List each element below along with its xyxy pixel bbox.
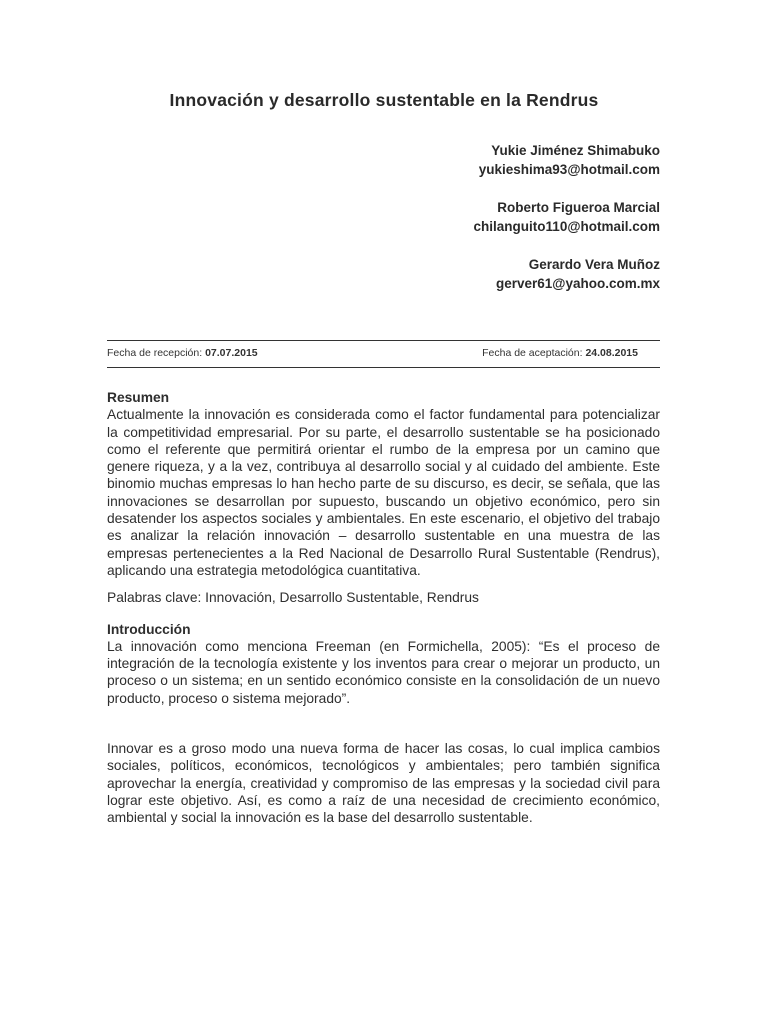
reception-date xyxy=(107,347,258,359)
reception-label: Fecha de recepción: xyxy=(107,347,203,359)
author-email: chilanguito110@hotmail.com xyxy=(473,219,660,234)
paper-title: Innovación y desarrollo sustentable en la Rendrus xyxy=(169,90,599,110)
reception-value: 07.07.2015 xyxy=(205,347,258,359)
paragraph-gap xyxy=(107,707,660,740)
keywords: Palabras clave: Innovación, Desarrollo Sustentable, Rendrus xyxy=(107,590,479,606)
author-email: gerver61@yahoo.com.mx xyxy=(496,276,660,291)
introduction-heading: Introducción xyxy=(107,621,191,637)
intro-paragraph: Innovar es a groso modo una nueva forma de hacer las cosas, lo cual implica cambios sociales, políticos, económicos, tecnológicos y ambientales; pero también significa aprovechar la energía, creatividad y compromiso de las empresas y la sociedad civil para lograr este objetivo. Así, es como a raíz de una necesidad de crecimiento económico, ambiental y social la innovación es la base del desarrollo sustentable. xyxy=(107,741,660,826)
date-bar xyxy=(107,340,660,368)
paper-body xyxy=(107,389,660,827)
author-block xyxy=(260,255,660,293)
acceptance-date xyxy=(482,347,638,359)
abstract-heading: Resumen xyxy=(107,390,170,405)
abstract-text: Actualmente la innovación es considerada como el factor fundamental para potencializar la competitividad empresarial. Por su parte, el desarrollo sustentable se ha posicionado como el referente que permitirá orientar el rumbo de la empresa por un camino que genere riqueza, y a la vez, contribuya al desarrollo social y al cuidado del ambiente. Este binomio muchas empresas lo han hecho parte de su discurso, es decir, se señala, que las innovaciones se desarrollan por supuesto, buscando un objetivo económico, pero sin desatender los aspectos sociales y ambientales. En este escenario, el objetivo del trabajo es analizar la relación innovación – desarrollo sustentable en una muestra de las empresas pertenecientes a la Red Nacional de Desarrollo Rural Sustentable (Rendrus), aplicando una estrategia metodológica cuantitativa. xyxy=(107,407,660,578)
intro-paragraph: La innovación como menciona Freeman (en Formichella, 2005): “Es el proceso de integración de la tecnología existente y los inventos para crear o mejorar un producto, un proceso o un sistema; en un sentido económico consiste en la consolidación de un nuevo producto, proceso o sistema mejorado”. xyxy=(107,638,660,706)
author-name: Roberto Figueroa Marcial xyxy=(497,200,660,215)
acceptance-value: 24.08.2015 xyxy=(585,347,638,359)
author-name: Yukie Jiménez Shimabuko xyxy=(491,143,660,158)
author-name: Gerardo Vera Muñoz xyxy=(528,257,660,272)
author-block xyxy=(260,141,660,179)
author-email: yukieshima93@hotmail.com xyxy=(478,162,660,177)
acceptance-label: Fecha de aceptación: xyxy=(482,347,583,359)
author-block xyxy=(260,198,660,236)
author-list xyxy=(260,141,660,312)
